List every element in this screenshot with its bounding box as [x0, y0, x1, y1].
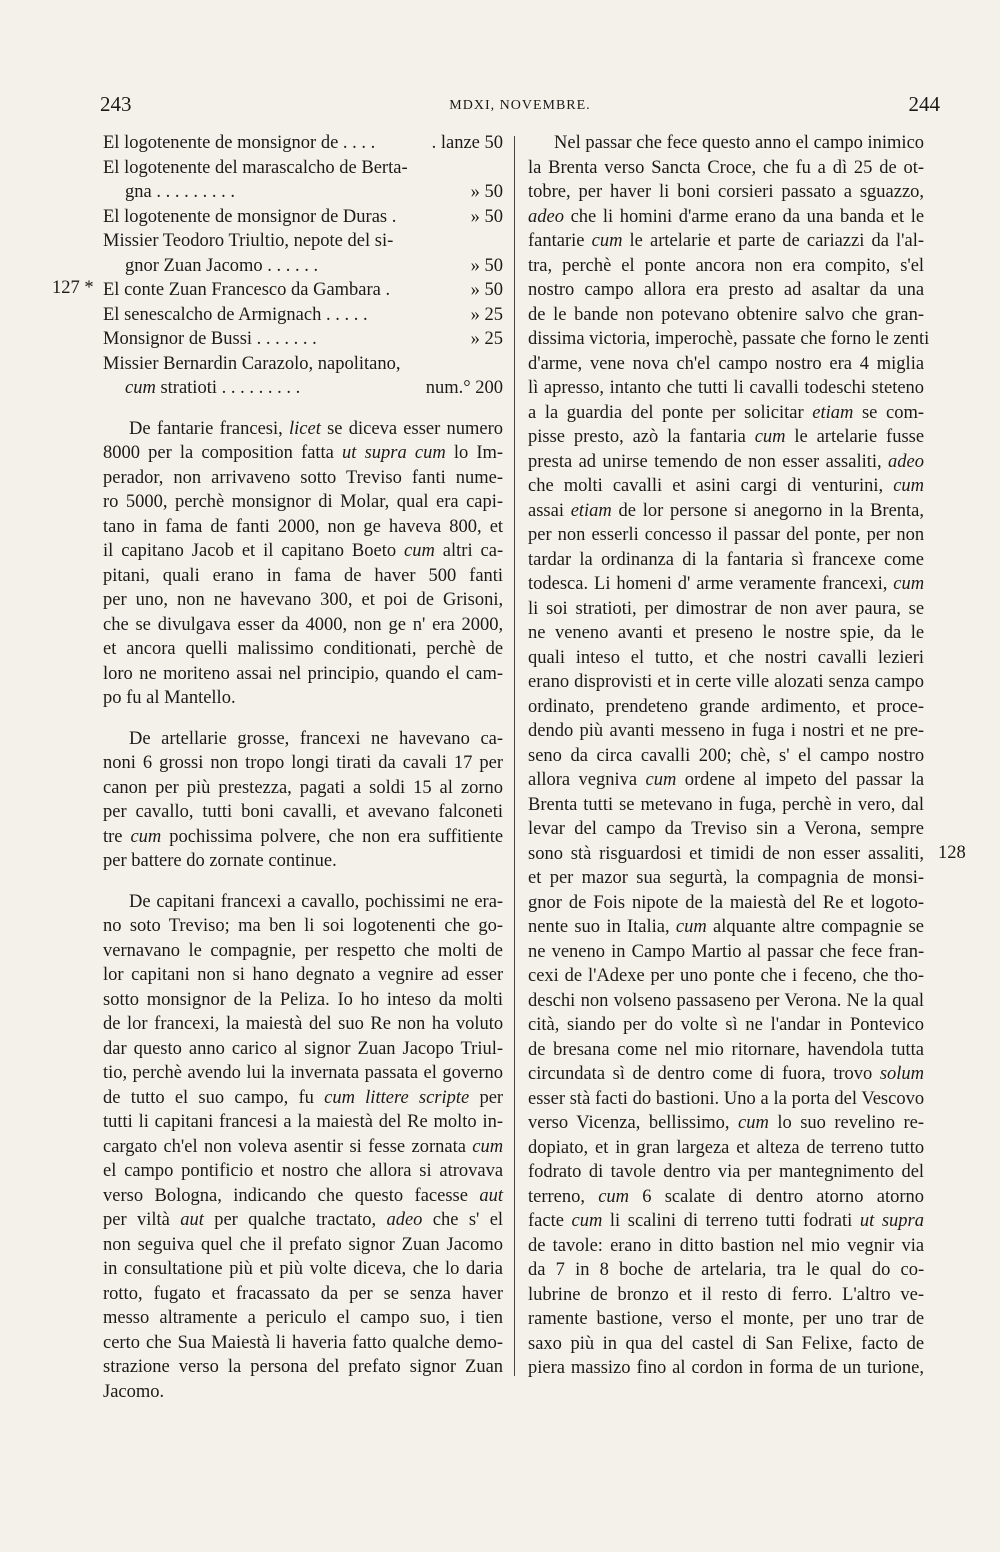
list-item-value: » 50 — [470, 255, 503, 276]
text-line: nostro campo allora era presto ad asaltar da una — [528, 280, 925, 300]
text-line: de tavole: erano in ditto bastion nel mio vegnir via — [528, 1235, 925, 1256]
text-line: strazione verso la persona del prefato signor Zuan — [103, 1357, 504, 1377]
text-line: sotto monsignor de la Peliza. Io ho inteso da molti — [103, 989, 504, 1010]
text-line: ne veneno in Campo Martio al passar che fece fran- — [528, 941, 925, 962]
text-line: cexi de l'Adexe per uno ponte che i feceno, che tho- — [528, 966, 925, 986]
text-line: dissima victoria, imperochè, passate che forno le zenti — [528, 329, 930, 349]
list-item-text: El logotenente de monsignor de Duras . — [103, 206, 397, 227]
left-column — [103, 131, 503, 1404]
text-line: messo altramente a periculo el campo suo, i tien — [103, 1308, 504, 1328]
text-line: fantarie cum le artelarie et parte de cariazzi da l'al- — [528, 231, 925, 251]
text-line: de le bande non potevano obtenire salvo che gran- — [528, 304, 924, 325]
text-line: Jacomo. — [103, 1381, 165, 1402]
text-line: terreno, cum 6 scalate di dentro atorno atorno — [528, 1186, 925, 1207]
margin-note-right: 128 — [938, 843, 966, 863]
list-item-text: gna . . . . . . . . . — [125, 182, 235, 202]
text-line: de lor francexi, la maiestà del suo Re non ha voluto — [103, 1014, 504, 1034]
text-line: 8000 per la composition fatta ut supra cum lo Im- — [103, 443, 504, 463]
text-line: che se divulgava esser da 4000, non ge n' era 2000, — [103, 614, 504, 635]
text-line: dopiato, et in gran largeza et alteza de terreno tutto — [528, 1137, 925, 1158]
text-line: per viltà aut per qualche tractato, adeo che s' el — [103, 1210, 504, 1230]
list-item-text: El logotenente de monsignor de . . . . — [103, 133, 376, 153]
text-line: de bresana come nel mio ritornare, havendola tutta — [528, 1039, 925, 1060]
text-line: tardar la ordinanza di la fantaria sì francexe come — [528, 549, 925, 570]
column-divider — [514, 136, 515, 1376]
text-line: De fantarie francesi, licet se diceva esser numero — [129, 418, 504, 439]
text-line: ramente bastione, verso el monte, per uno trar de — [528, 1309, 925, 1329]
list-item-value: » 25 — [470, 304, 503, 325]
text-line: verso Bologna, indicando che questo facesse aut — [103, 1185, 504, 1206]
text-line: piera massizo fino al cordon in forma de un turione, — [528, 1358, 925, 1378]
text-line: sono stà risguardosi et timidi de non esser assaliti, — [528, 843, 925, 864]
text-line: li soi stratioti, per dimostrar de non aver paura, se — [528, 598, 925, 619]
text-line: tutti li capitani francesi a la maiestà del Re molto in- — [103, 1112, 504, 1132]
text-line: vernavano le compagnie, per respetto che molti de — [103, 940, 503, 961]
list-item — [103, 352, 503, 377]
text-line: noni 6 grossi non tropo longi tirati da cavali 17 per — [103, 753, 504, 773]
text-line: dar questo anno carico al signor Zuan Jacopo Triul- — [103, 1038, 504, 1059]
text-line: Brenta tutti se metevano in fuga, perchè in vero, dal — [528, 794, 925, 815]
list-item-text: Missier Teodoro Triultio, nepote del si- — [103, 231, 394, 251]
margin-note-left: 127 * — [52, 278, 94, 298]
text-line: verso Vicenza, bellissimo, cum lo suo revelino re- — [528, 1113, 925, 1133]
text-line: non seguiva quel che il prefato signor Zuan Jacomo — [103, 1234, 504, 1255]
text-line: pitani, quali erano in fama de haver 500 fanti — [103, 565, 504, 586]
text-line: gnor de Fois nipote de la maiestà del Re et logoto- — [528, 892, 925, 913]
text-line: per uno, non ne havevano 300, et poi de Grisoni, — [103, 590, 504, 610]
text-line: ordinato, prendeteno grande ardimento, et proce- — [528, 696, 925, 717]
text-line: facte cum li scalini di terreno tutti fodrati ut supra — [528, 1211, 924, 1231]
text-line: et ancora quelli malissimo conditionati, perchè de — [103, 639, 504, 659]
text-line: quali inteso el tutto, et che nostri cavalli lezieri — [528, 647, 925, 668]
text-line: assai etiam de lor persone si anegorno in la Brenta, — [528, 500, 924, 521]
text-line: da 7 in 8 boche de artelaria, tra le qual do co- — [528, 1260, 925, 1280]
running-title: MDXI, NOVEMBRE. — [449, 98, 591, 113]
paragraph — [103, 727, 503, 874]
list-item — [103, 156, 503, 181]
list-item-text: gnor Zuan Jacomo . . . . . . — [125, 255, 319, 276]
list-item-text: cum stratioti . . . . . . . . . — [125, 378, 301, 398]
list-item-text: El conte Zuan Francesco da Gambara . — [103, 280, 391, 300]
list-item-text: El senescalcho de Armignach . . . . . — [103, 304, 368, 325]
list-item — [103, 180, 503, 205]
text-line: erano disprovisti et in certe ville alozati senza campo — [528, 672, 925, 692]
text-line: lubrine de bronzo et il resto di ferro. L'altro ve- — [528, 1284, 925, 1305]
text-line: todesca. Li homeni d' arme veramente francexi, cum — [528, 574, 925, 594]
text-line: levar del campo da Treviso sin a Verona, sempre — [528, 819, 924, 839]
text-line: no soto Treviso; ma ben li soi logotenenti che go- — [103, 916, 504, 936]
text-line: rotto, fugato et fracassato da per se senza haver — [103, 1283, 503, 1304]
paragraph — [103, 417, 503, 711]
list-item — [103, 131, 503, 156]
list-item — [103, 327, 503, 352]
text-line: il capitano Jacob et il capitano Boeto cum altri ca- — [103, 541, 504, 561]
list-item-text: Missier Bernardin Carazolo, napolitano, — [103, 353, 401, 374]
text-line: tano in fama de fanti 2000, non ge haveva 800, et — [103, 516, 504, 537]
list-item-value: » 50 — [470, 280, 503, 300]
text-line: tio, perchè avendo lui la invernata passata el governo — [103, 1063, 504, 1083]
list-item — [103, 254, 503, 279]
list-item-text: Monsignor de Bussi . . . . . . . — [103, 329, 317, 349]
text-line: dendo più avanti messeno in fuga i nostri et ne pre- — [528, 721, 925, 741]
list-item-value: » 50 — [470, 182, 503, 202]
text-line: presta ad unirse temendo de non esser assaliti, adeo — [528, 451, 925, 472]
list-item-value: » 50 — [470, 206, 503, 227]
text-line: allora vegniva cum ordene al impeto del passar la — [528, 770, 925, 790]
text-line: fodrato di tavole dentro via per mantegnimento del — [528, 1162, 925, 1182]
text-line: el campo pontificio et nostro che allora si atrovava — [103, 1161, 504, 1181]
text-line: deschi non volseno passaseno per Verona. Ne la qual — [528, 990, 925, 1011]
text-line: a la guardia del ponte per solicitar etiam se com- — [528, 402, 925, 423]
text-line: et per mazor sua segurtà, la compagnia de monsi- — [528, 868, 925, 888]
text-line: per cavallo, tutti boni cavalli, et avevano falconeti — [103, 802, 504, 822]
text-line: la Brenta verso Sancta Croce, che fu a dì 25 de ot- — [528, 157, 925, 178]
text-line: saxo più in qua del castel di San Felixe, facto de — [528, 1333, 925, 1354]
paragraph — [103, 890, 503, 1405]
right-column — [528, 131, 930, 1381]
text-line: certo che Sua Maiestà li haveria fatto qualche demo- — [103, 1332, 504, 1353]
list-item-value: num.° 200 — [425, 378, 503, 398]
text-line: adeo che li homini d'arme erano da una banda et le — [528, 206, 925, 227]
text-line: circundata sì de dentro come di fuora, trovo solum — [528, 1064, 925, 1084]
text-line: per battere do zornate continue. — [103, 851, 337, 871]
list-item — [103, 278, 503, 303]
text-line: po fu al Mantello. — [103, 688, 236, 708]
text-line: per non esserli concesso il passar del ponte, per non — [528, 525, 925, 545]
text-line: tre cum pochissima polvere, che non era suffitiente — [103, 826, 504, 847]
list-item — [103, 229, 503, 254]
text-line: De capitani francexi a cavallo, pochissimi ne era- — [129, 891, 504, 912]
text-line: Nel passar che fece questo anno el campo inimico — [554, 133, 925, 153]
text-line: pisse presto, azò la fantaria cum le artelarie fusse — [528, 427, 925, 447]
list-item-text: El logotenente del marascalcho de Berta- — [103, 157, 408, 178]
list-item — [103, 205, 503, 230]
text-line: ro 5000, perchè monsignor di Molar, qual era capi- — [103, 492, 504, 512]
text-line: perador, non arrivaveno sotto Treviso fanti nume- — [103, 467, 504, 488]
list-item — [103, 376, 503, 401]
text-line: tobre, per haver li boni corsieri passato a sguazzo, — [528, 182, 925, 202]
text-line: De artellarie grosse, francexi ne havevano ca- — [129, 728, 504, 749]
text-line: seno da circa cavalli 200; chè, s' el campo nostro — [528, 745, 925, 766]
list-item-value: » 25 — [470, 329, 503, 349]
list-item-value: . lanze 50 — [431, 133, 503, 153]
page-number-left: 243 — [100, 92, 132, 116]
text-line: ne veneno avanti et preseno le nostre spie, da le — [528, 623, 925, 643]
list-item — [103, 303, 503, 328]
text-line: che molti cavalli et asini cargi di venturini, cum — [528, 476, 925, 496]
running-header — [100, 88, 940, 128]
text-line: loro ne moriteno assai nel principio, quando el cam- — [103, 663, 504, 684]
text-line: lì apresso, intanto che tutti li cavalli todeschi steteno — [528, 378, 925, 398]
text-line: cità, siando per do volte sì ne l'andar in Pontevico — [528, 1015, 924, 1035]
page-number-right: 244 — [908, 92, 940, 116]
text-line: tra, perchè el ponte ancora non era compito, s'el — [528, 255, 925, 276]
text-line: nente suo in Italia, cum alquante altre compagnie se — [528, 917, 925, 937]
text-line: d'arme, vene nova ch'el campo nostro era 4 miglia — [528, 353, 925, 374]
text-line: de tutto el suo campo, fu cum littere scripte per — [103, 1087, 504, 1108]
text-line: cargato ch'el non voleva asentir si fesse zornata cum — [103, 1136, 504, 1157]
text-line: esser stà facti do bastioni. Uno a la porta del Vescovo — [528, 1088, 925, 1109]
text-line: in consultatione più et più volte diceva, che lo daria — [103, 1259, 503, 1279]
text-line: lor capitani non si hano degnato a vegnire ad esser — [103, 965, 504, 985]
text-line: canon per più prestezza, pagati a soldi 15 al zorno — [103, 777, 503, 798]
